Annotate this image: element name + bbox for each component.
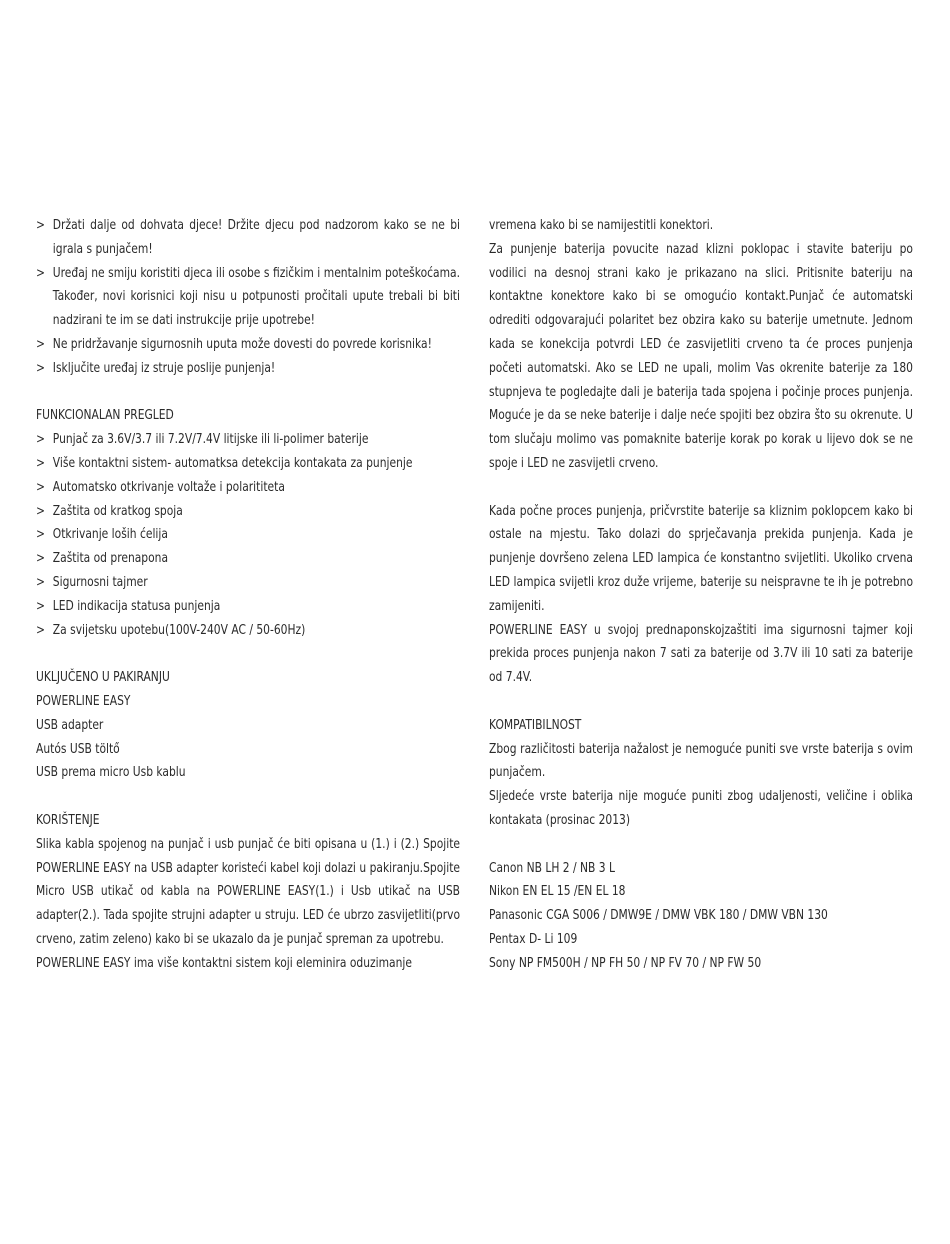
spacer (489, 690, 913, 714)
bullet-marker: > (36, 503, 45, 519)
package-item: USB prema micro Usb kablu (36, 765, 186, 781)
bullet-text: Sigurnosni tajmer (52, 574, 148, 590)
spacer (36, 642, 460, 666)
bullet-item (36, 595, 460, 619)
bullet-marker: > (36, 432, 45, 448)
insert-battery-paragraph: Za punjenje baterija povucite nazad klizni poklopac i stavite bateriju po vodilici na desnoj strani kako je prikazano na slici. Pritisnite bateriju na kontaktne konektore kako bi se omogućio kontakt.Punjač će automatski odrediti odgovarajući polaritet bez obzira kako su baterije umetnute. Jednom kada se konekcija potvrdi LED će zasvijetliti crveno ta će proces punjenja početi automatski. Ako se LED ne upali, molim Vas okrenite baterije za 180 stupnjeva te pogledajte dali je baterija tada spojena i počinje proces punjenja. Moguće je da se neke baterije i dalje neće spojiti bez obzira što su okrenute. U tom slučaju molimo vas pomaknite baterije korak po korak u lijevo dok se ne spoje i LED ne zasvijetli crveno. (489, 241, 913, 471)
left-column (36, 214, 460, 976)
bullet-text: Otkrivanje loših ćelija (52, 527, 168, 543)
bullet-item (36, 476, 460, 500)
bullet-marker: > (36, 479, 45, 495)
bullet-text: Automatsko otkrivanje voltaže i polarititeta (52, 479, 285, 495)
incompatible-intro-paragraph: Sljedeće vrste baterija nije moguće puniti zbog udaljenosti, veličine i oblika kontakata (prosinac 2013) (489, 789, 913, 828)
bullet-item (36, 214, 460, 262)
package-item: USB adapter (36, 717, 104, 733)
bullet-item (36, 357, 460, 381)
spacer (36, 381, 460, 405)
usage-paragraph: Slika kabla spojenog na punjač i usb punjač će biti opisana u (1.) i (2.) Spojite POWERLINE EASY na USB adapter koristeći kabel koji dolazi u pakiranju.Spojite Micro USB utikač od kabla na POWERLINE EASY(1.) i Usb utikač na USB adapter(2.). Tada spojite strujni adapter u struju. LED će ubrzo zasvijetliti(prvo crveno, zatim zeleno) kako bi se ukazalo da je punjač spreman za upotrebu. (36, 836, 460, 947)
bullet-text: Držati dalje od dohvata djece! Držite djecu pod nadzorom kako se ne bi igrala s punjačem! (52, 218, 461, 257)
bullet-marker: > (36, 598, 45, 614)
bullet-marker: > (36, 551, 45, 567)
incompatible-model: Nikon EN EL 15 /EN EL 18 (489, 884, 626, 900)
bullet-text: Zaštita od kratkog spoja (52, 503, 183, 519)
spacer (489, 833, 913, 857)
bullet-marker: > (36, 527, 45, 543)
bullet-item (36, 500, 460, 524)
bullet-text: Više kontaktni sistem- automatksa detekcija kontakata za punjenje (52, 455, 413, 471)
incompatible-model: Panasonic CGA S006 / DMW9E / DMW VBK 180 / DMW VBN 130 (489, 908, 828, 924)
functional-overview-heading: FUNKCIONALAN PREGLED (36, 408, 174, 424)
bullet-item (36, 523, 460, 547)
bullet-item (36, 262, 460, 333)
bullet-item (36, 452, 460, 476)
continuation-line: vremena kako bi se namijestitli konektori. (489, 218, 714, 233)
bullet-item (36, 428, 460, 452)
bullet-item (36, 333, 460, 357)
compatibility-heading: KOMPATIBILNOST (489, 717, 582, 733)
bullet-marker: > (36, 336, 45, 352)
bullet-marker: > (36, 455, 45, 471)
right-column (489, 214, 913, 976)
bullet-text: Za svijetsku upotebu(100V-240V AC / 50-60Hz) (52, 622, 306, 638)
bullet-item (36, 619, 460, 643)
usage-heading: KORIŠTENJE (36, 812, 100, 828)
safety-bullet-list (36, 214, 460, 381)
functional-bullet-list (36, 428, 460, 642)
incompatible-model: Pentax D- Li 109 (489, 931, 578, 947)
bullet-text: Uređaj ne smiju koristiti djeca ili osobe s fizičkim i mentalnim poteškoćama. Također, novi korisnici koji nisu u potpunosti pročitali upute trebali bi biti nadzirani te im se dati instrukcije prije upotrebe! (52, 265, 461, 329)
bullet-text: LED indikacija statusa punjenja (52, 598, 221, 614)
bullet-text: Isključite uređaj iz struje poslije punjenja! (52, 360, 276, 376)
package-contents-heading: UKLJUČENO U PAKIRANJU (36, 670, 170, 686)
bullet-item (36, 571, 460, 595)
usage-paragraph-continued: POWERLINE EASY ima više kontaktni sistem koji eleminira oduzimanje (36, 955, 412, 971)
compatibility-paragraph: Zbog različitosti baterija nažalost je nemoguće puniti sve vrste baterija s ovim punjačem. (489, 741, 913, 781)
safety-timer-paragraph: POWERLINE EASY u svojoj prednaponskojzaštiti ima sigurnosni tajmer koji prekida proces punjenja nakon 7 sati za baterije od 3.7V ili 10 sati za baterije od 7.4V. (489, 622, 913, 686)
spacer (36, 785, 460, 809)
bullet-text: Ne pridržavanje sigurnosnih uputa može dovesti do povrede korisnika! (52, 336, 432, 352)
incompatible-model: Canon NB LH 2 / NB 3 L (489, 860, 615, 876)
bullet-marker: > (36, 574, 45, 590)
incompatible-model: Sony NP FM500H / NP FH 50 / NP FV 70 / NP FW 50 (489, 955, 762, 971)
spacer (489, 476, 913, 500)
package-item: Autós USB töltő (36, 741, 120, 757)
charging-paragraph: Kada počne proces punjenja, pričvrstite baterije sa kliznim poklopcem kako bi ostale na mjestu. Tako dolazi do sprječavanja prekida punjenja. Kada je punjenje dovršeno zelena LED lampica će konstantno svijetliti. Ukoliko crvena LED lampica svijetli kroz duže vrijeme, baterije su neispravne te ih je potrebno zamijeniti. (489, 503, 913, 614)
bullet-marker: > (36, 360, 45, 376)
bullet-marker: > (36, 622, 45, 638)
bullet-marker: > (36, 218, 45, 233)
bullet-item (36, 547, 460, 571)
bullet-text: Punjač za 3.6V/3.7 ili 7.2V/7.4V litijske ili li-polimer baterije (52, 432, 369, 448)
bullet-marker: > (36, 265, 45, 281)
bullet-text: Zaštita od prenapona (52, 551, 169, 567)
package-item: POWERLINE EASY (36, 693, 131, 709)
